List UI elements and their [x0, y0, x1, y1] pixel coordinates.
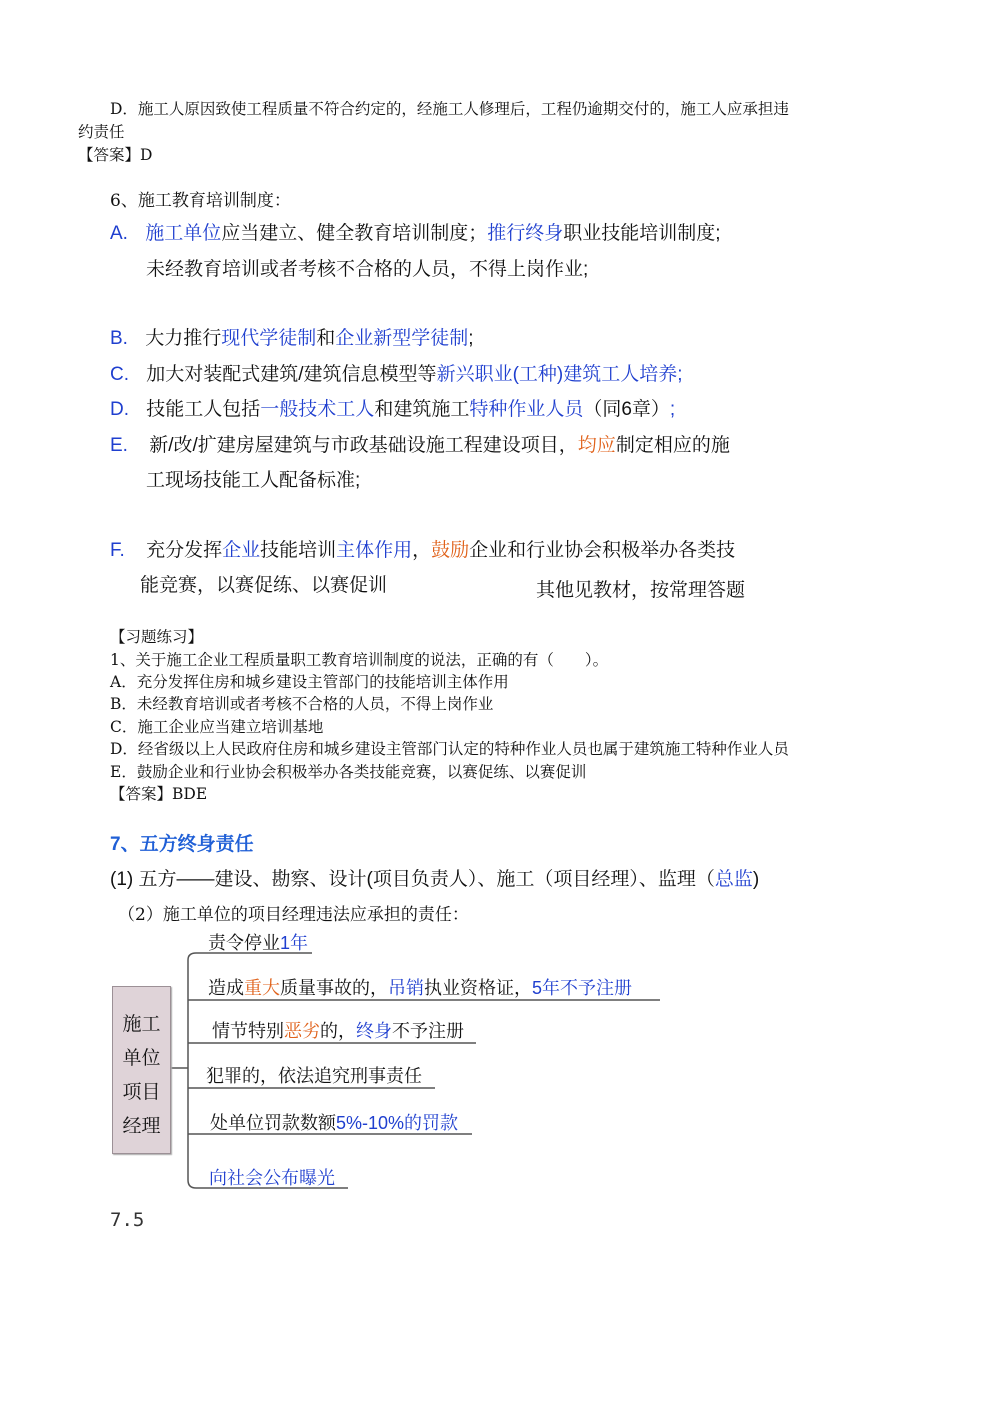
text-span: 推行终身: [487, 223, 564, 244]
project-manager-box: [112, 986, 171, 1154]
text-span: 和建筑施工: [374, 399, 470, 420]
exercise-option-d: D．经省级以上人民政府住房和城乡建设主管部门认定的特种作业人员也属于建筑施工特种作业人员: [110, 740, 789, 758]
text-span: 加大对装配式建筑/建筑信息模型等: [146, 364, 437, 385]
text-span: 不予注册: [392, 1021, 464, 1041]
text-span: ;: [669, 399, 676, 420]
text-span: 现代学徒制: [221, 328, 317, 349]
text-span: ，: [412, 540, 432, 561]
text-span: （同6章）: [583, 399, 670, 420]
text-span: 情节特别: [212, 1021, 284, 1041]
text-span: 主体作用: [336, 540, 413, 561]
text-span: 和: [316, 328, 336, 349]
branch-egregious: [212, 1017, 464, 1043]
branch-fine: [210, 1109, 458, 1135]
exercise-option-c: C．施工企业应当建立培训基地: [110, 718, 324, 736]
box-text: 项目: [122, 1082, 161, 1103]
item-letter: E.: [110, 435, 128, 456]
text-span: 企业: [222, 540, 261, 561]
exercise-option-a: A．充分发挥住房和城乡建设主管部门的技能培训主体作用: [110, 673, 509, 691]
text-span: 制定相应的施: [615, 435, 730, 456]
text-span: 新兴职业(工种)建筑工人培养;: [436, 364, 683, 385]
text-span: ): [752, 869, 760, 890]
text-span: 终身: [356, 1021, 392, 1041]
branch-publicize: 向社会公布曝光: [209, 1168, 335, 1188]
text-span: 均应: [577, 435, 616, 456]
section6-title: 6、施工教育培训制度：: [110, 191, 291, 211]
text-span: (1) 五方——建设、勘察、设计(项目负责人）、施工（项目经理）、监理（: [110, 869, 715, 890]
exercise-header: 【习题练习】: [110, 628, 204, 646]
exercise-answer: 【答案】BDE: [110, 785, 208, 803]
text-span: 一般技术工人: [260, 399, 375, 420]
item-letter: F.: [110, 540, 125, 561]
sec6-item-f-line2: 能竞赛，以赛促练、以赛促训: [140, 575, 388, 596]
text-span: 职业技能培训制度;: [563, 223, 721, 244]
text-span: 恶劣: [284, 1021, 320, 1041]
text-span: 质量事故的，: [280, 978, 388, 998]
box-text: 单位: [122, 1048, 161, 1069]
q5-option-d-line2: 约责任: [78, 123, 125, 141]
exercise-option-e: E．鼓励企业和行业协会积极举办各类技能竞赛，以赛促练、以赛促训: [110, 763, 587, 781]
exercise-question: 1、关于施工企业工程质量职工教育培训制度的说法，正确的有（ ）。: [110, 651, 609, 669]
sec6-item-e-line2: 工现场技能工人配备标准;: [146, 470, 361, 491]
box-text: 经理: [122, 1116, 161, 1137]
text-span: 鼓励: [431, 540, 470, 561]
text-span: 技能培训: [260, 540, 337, 561]
exercise-option-b: B．未经教育培训或者考核不合格的人员，不得上岗作业: [110, 695, 494, 713]
item-letter: C.: [110, 364, 129, 385]
q5-option-d-line1: D．施工人原因致使工程质量不符合约定的，经施工人修理后，工程仍逾期交付的，施工人应承担违: [110, 100, 789, 118]
text-span: 5年不予注册: [532, 978, 633, 998]
section7-line2: （2）施工单位的项目经理违法应承担的责任：: [118, 905, 469, 925]
text-span: 造成: [208, 978, 244, 998]
text-span: 特种作业人员: [469, 399, 584, 420]
text-span: 企业新型学徒制: [335, 328, 469, 349]
text-span: 施工单位: [145, 223, 222, 244]
q5-answer: 【答案】D: [78, 146, 153, 164]
text-span: 充分发挥: [146, 540, 223, 561]
text-span: 1年: [280, 933, 309, 953]
text-span: 总监: [714, 869, 753, 890]
item-letter: A.: [110, 223, 128, 244]
branch-suspend: [208, 929, 308, 955]
sec6-note: 其他见教材，按常理答题: [536, 580, 746, 601]
text-span: 的，: [320, 1021, 356, 1041]
text-span: 吊销: [388, 978, 424, 998]
item-letter: D.: [110, 399, 129, 420]
section7-title: 7、五方终身责任: [110, 834, 254, 855]
sec6-item-a-line2: 未经教育培训或者考核不合格的人员，不得上岗作业;: [146, 259, 589, 280]
text-span: 新/改/扩建房屋建筑与市政基础设施工程建设项目，: [149, 435, 578, 456]
text-span: 处单位罚款数额: [210, 1113, 336, 1133]
text-span: 重大: [244, 978, 280, 998]
item-letter: B.: [110, 328, 128, 349]
text-span: 执业资格证，: [424, 978, 532, 998]
branch-crime: 犯罪的，依法追究刑事责任: [206, 1066, 422, 1086]
text-span: 企业和行业协会积极举办各类技: [469, 540, 736, 561]
text-span: 大力推行: [145, 328, 222, 349]
text-span: 技能工人包括: [146, 399, 261, 420]
box-text: 施工: [122, 1014, 161, 1035]
text-span: 5%-10%的罚款: [336, 1113, 459, 1133]
text-span: ;: [468, 328, 474, 349]
text-span: 责令停业: [208, 933, 280, 953]
text-span: 应当建立、健全教育培训制度；: [221, 223, 488, 244]
branch-major-accident: [208, 974, 632, 1000]
section-number: 7.5: [110, 1209, 145, 1231]
